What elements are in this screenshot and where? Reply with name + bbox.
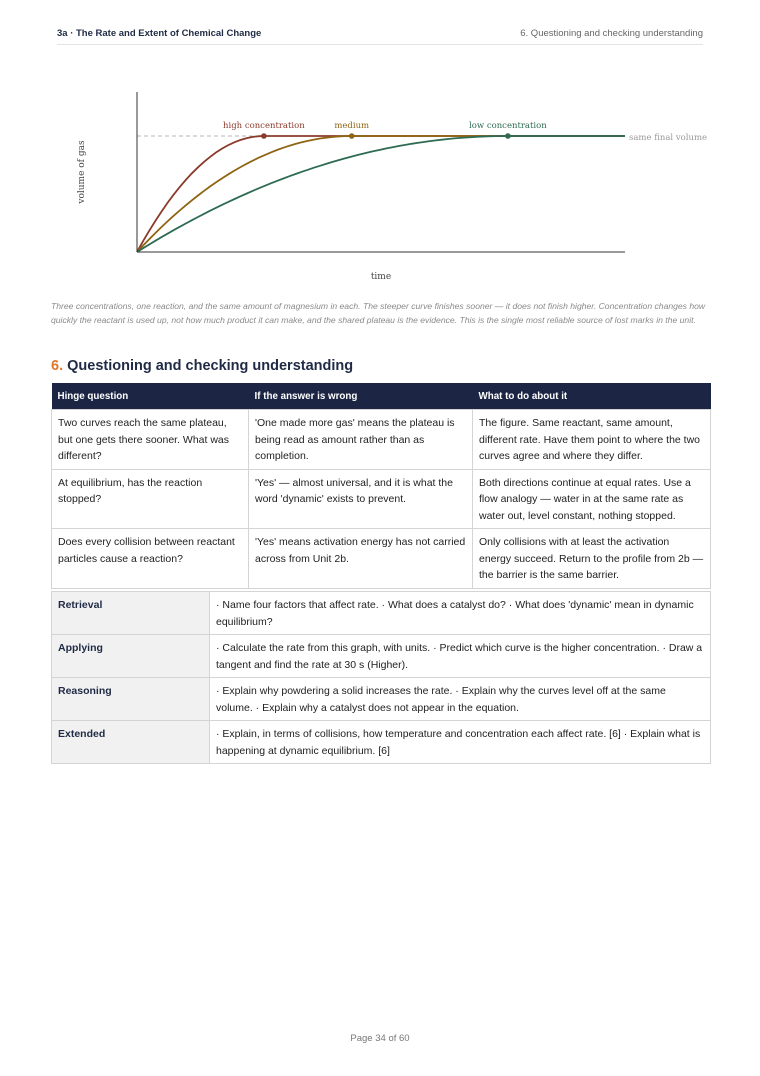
header-hinge-question: Hinge question [52, 383, 249, 410]
plateau-point-high-concentration [261, 133, 267, 139]
level-questions: · Calculate the rate from this graph, with units. · Predict which curve is the higher concentration. · Draw a tangent and find the rate at 30 s (Higher). [210, 635, 711, 678]
table-row [52, 529, 711, 589]
section-title-text: Questioning and checking understanding [67, 358, 354, 374]
remedy-cell: Only collisions with at least the activation energy succeed. Return to the profile from 2b — the barrier is the same barrier. [473, 529, 711, 589]
gas-volume-chart [0, 80, 760, 290]
header-section-title: 6. Questioning and checking understanding [520, 28, 703, 39]
figure-caption: Three concentrations, one reaction, and the same amount of magnesium in each. The steeper curve finishes sooner — it does not finish higher. Concentration changes how quickly the reactant is used up, not how much product it can make, and the shared plateau is the evidence. This is the single most reliable source of lost marks in the unit. [51, 301, 706, 325]
curve-high-concentration [137, 136, 625, 252]
curve-low-concentration [137, 136, 625, 252]
plateau-label: same final volume [629, 133, 708, 143]
running-header [57, 28, 703, 45]
hinge-table-header-row [52, 383, 711, 410]
x-axis-label: time [370, 272, 392, 282]
table-row [52, 469, 711, 529]
page-number: Page 34 of 60 [350, 1033, 410, 1044]
table-row [52, 678, 711, 721]
level-label: Extended [52, 721, 210, 764]
question-levels-table [51, 591, 711, 764]
wrong-answer-cell: 'Yes' means activation energy has not carried across from Unit 2b. [249, 529, 473, 589]
level-questions: · Name four factors that affect rate. · What does a catalyst do? · What does 'dynamic' mean in dynamic equilibrium? [210, 592, 711, 635]
plateau-point-low-concentration [505, 133, 511, 139]
header-unit-title: 3a · The Rate and Extent of Chemical Change [57, 28, 262, 39]
series-label-high-concentration: high concentration [223, 121, 305, 131]
level-label: Reasoning [52, 678, 210, 721]
remedy-cell: The figure. Same reactant, same amount, different rate. Have them point to where the two curves agree and where they differ. [473, 410, 711, 470]
header-what-to-do: What to do about it [473, 383, 711, 410]
level-label: Applying [52, 635, 210, 678]
wrong-answer-cell: 'One made more gas' means the plateau is being read as amount rather than as completion. [249, 410, 473, 470]
remedy-cell: Both directions continue at equal rates. Use a flow analogy — water in at the same rate as water out, level constant, nothing stopped. [473, 469, 711, 529]
hinge-question-cell: At equilibrium, has the reaction stopped? [52, 469, 249, 529]
level-questions: · Explain why powdering a solid increases the rate. · Explain why the curves level off at the same volume. · Explain why a catalyst does not appear in the equation. [210, 678, 711, 721]
section-heading [51, 358, 353, 374]
table-row [52, 635, 711, 678]
y-axis-label: volume of gas [77, 140, 87, 204]
series-label-low-concentration: low concentration [469, 121, 547, 131]
table-row [52, 721, 711, 764]
level-label: Retrieval [52, 592, 210, 635]
plateau-point-medium [349, 133, 355, 139]
curve-medium [137, 136, 625, 252]
level-questions: · Explain, in terms of collisions, how temperature and concentration each affect rate. [6] · Explain what is happening at dynamic equilibrium. [6] [210, 721, 711, 764]
header-if-wrong: If the answer is wrong [249, 383, 473, 410]
hinge-question-cell: Does every collision between reactant particles cause a reaction? [52, 529, 249, 589]
wrong-answer-cell: 'Yes' — almost universal, and it is what the word 'dynamic' exists to prevent. [249, 469, 473, 529]
section-number: 6. [51, 358, 64, 374]
series-label-medium: medium [334, 121, 370, 131]
table-row [52, 410, 711, 470]
table-row [52, 592, 711, 635]
hinge-question-cell: Two curves reach the same plateau, but one gets there sooner. What was different? [52, 410, 249, 470]
hinge-question-table [51, 383, 711, 589]
